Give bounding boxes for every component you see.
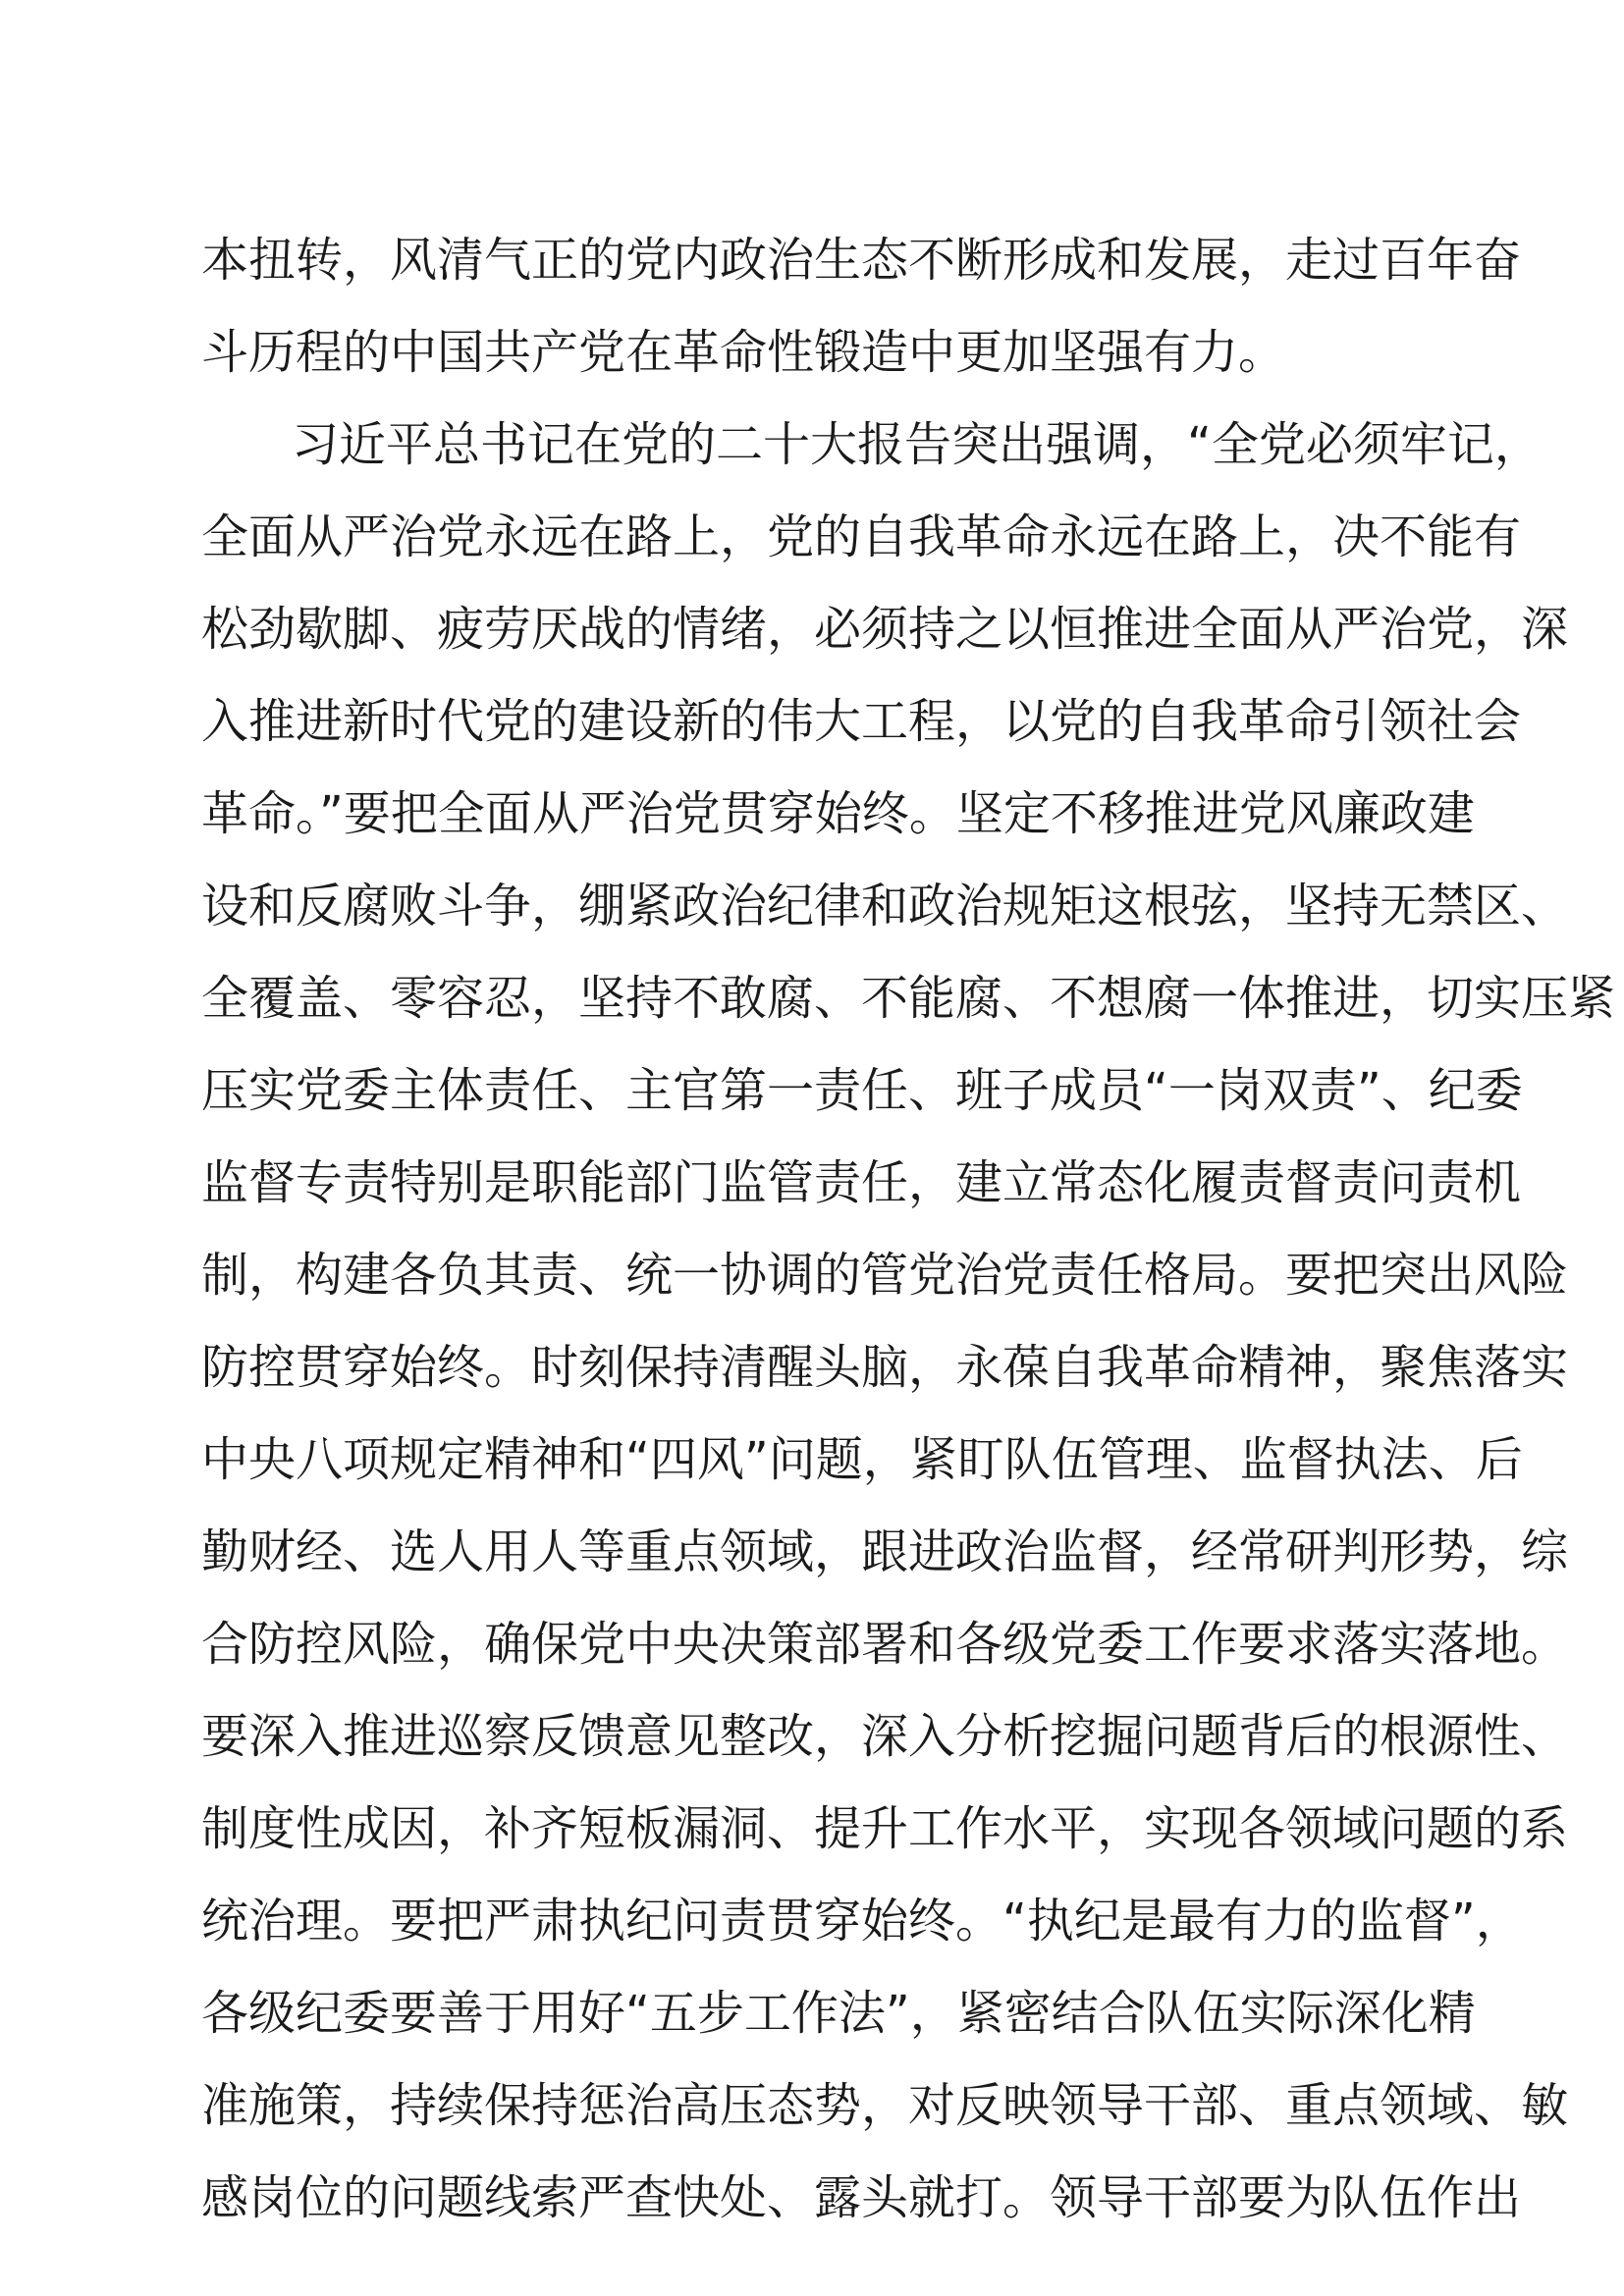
text-line: 感岗位的问题线索严查快处、露头就打。领导干部要为队伍作出 xyxy=(201,2170,1522,2225)
text-line: 防控贯穿始终。时刻保持清醒头脑，永葆自我革命精神，聚焦落实 xyxy=(201,1340,1569,1395)
text-line: 要深入推进巡察反馈意见整改，深入分析挖掘问题背后的根源性、 xyxy=(201,1709,1569,1764)
text-line: 压实党委主体责任、主官第一责任、班子成员“一岗双责”、纪委 xyxy=(201,1063,1523,1118)
paragraph-first-line: 习近平总书记在党的二十大报告突出强调，“全党必须牢记， xyxy=(292,417,1542,472)
text-line: 入推进新时代党的建设新的伟大工程，以党的自我革命引领社会 xyxy=(201,694,1522,749)
text-line: 监督专责特别是职能部门监管责任，建立常态化履责督责问责机 xyxy=(201,1155,1522,1210)
body-text xyxy=(201,214,1616,2244)
text-line: 勤财经、选人用人等重点领域，跟进政治监督，经常研判形势，综 xyxy=(201,1524,1569,1579)
text-line: 制度性成因，补齐短板漏洞、提升工作水平，实现各领域问题的系 xyxy=(201,1801,1569,1856)
text-line: 中央八项规定精神和“四风”问题，紧盯队伍管理、监督执法、后 xyxy=(201,1432,1523,1487)
text-line: 松劲歇脚、疲劳厌战的情绪，必须持之以恒推进全面从严治党，深 xyxy=(201,602,1569,657)
text-line: 斗历程的中国共产党在革命性锻造中更加坚强有力。 xyxy=(201,325,1286,380)
text-line: 革命。”要把全面从严治党贯穿始终。坚定不移推进党风廉政建 xyxy=(201,786,1475,841)
text-line: 全面从严治党永远在路上，党的自我革命永远在路上，决不能有 xyxy=(201,509,1522,564)
text-line: 统治理。要把严肃执纪问责贯穿始终。“执纪是最有力的监督”， xyxy=(201,1894,1523,1949)
text-line: 准施策，持续保持惩治高压态势，对反映领导干部、重点领域、敏 xyxy=(201,2078,1569,2133)
text-line: 设和反腐败斗争，绷紧政治纪律和政治规矩这根弦，坚持无禁区、 xyxy=(201,879,1569,934)
text-line: 各级纪委要善于用好“五步工作法”，紧密结合队伍实际深化精 xyxy=(201,1986,1476,2041)
text-line: 本扭转，风清气正的党内政治生态不断形成和发展，走过百年奋 xyxy=(201,233,1522,288)
text-line: 全覆盖、零容忍，坚持不敢腐、不能腐、不想腐一体推进，切实压紧 xyxy=(201,971,1616,1026)
text-line: 制，构建各负其责、统一协调的管党治党责任格局。要把突出风险 xyxy=(201,1248,1569,1303)
text-line: 合防控风险，确保党中央决策部署和各级党委工作要求落实落地。 xyxy=(201,1617,1569,1672)
